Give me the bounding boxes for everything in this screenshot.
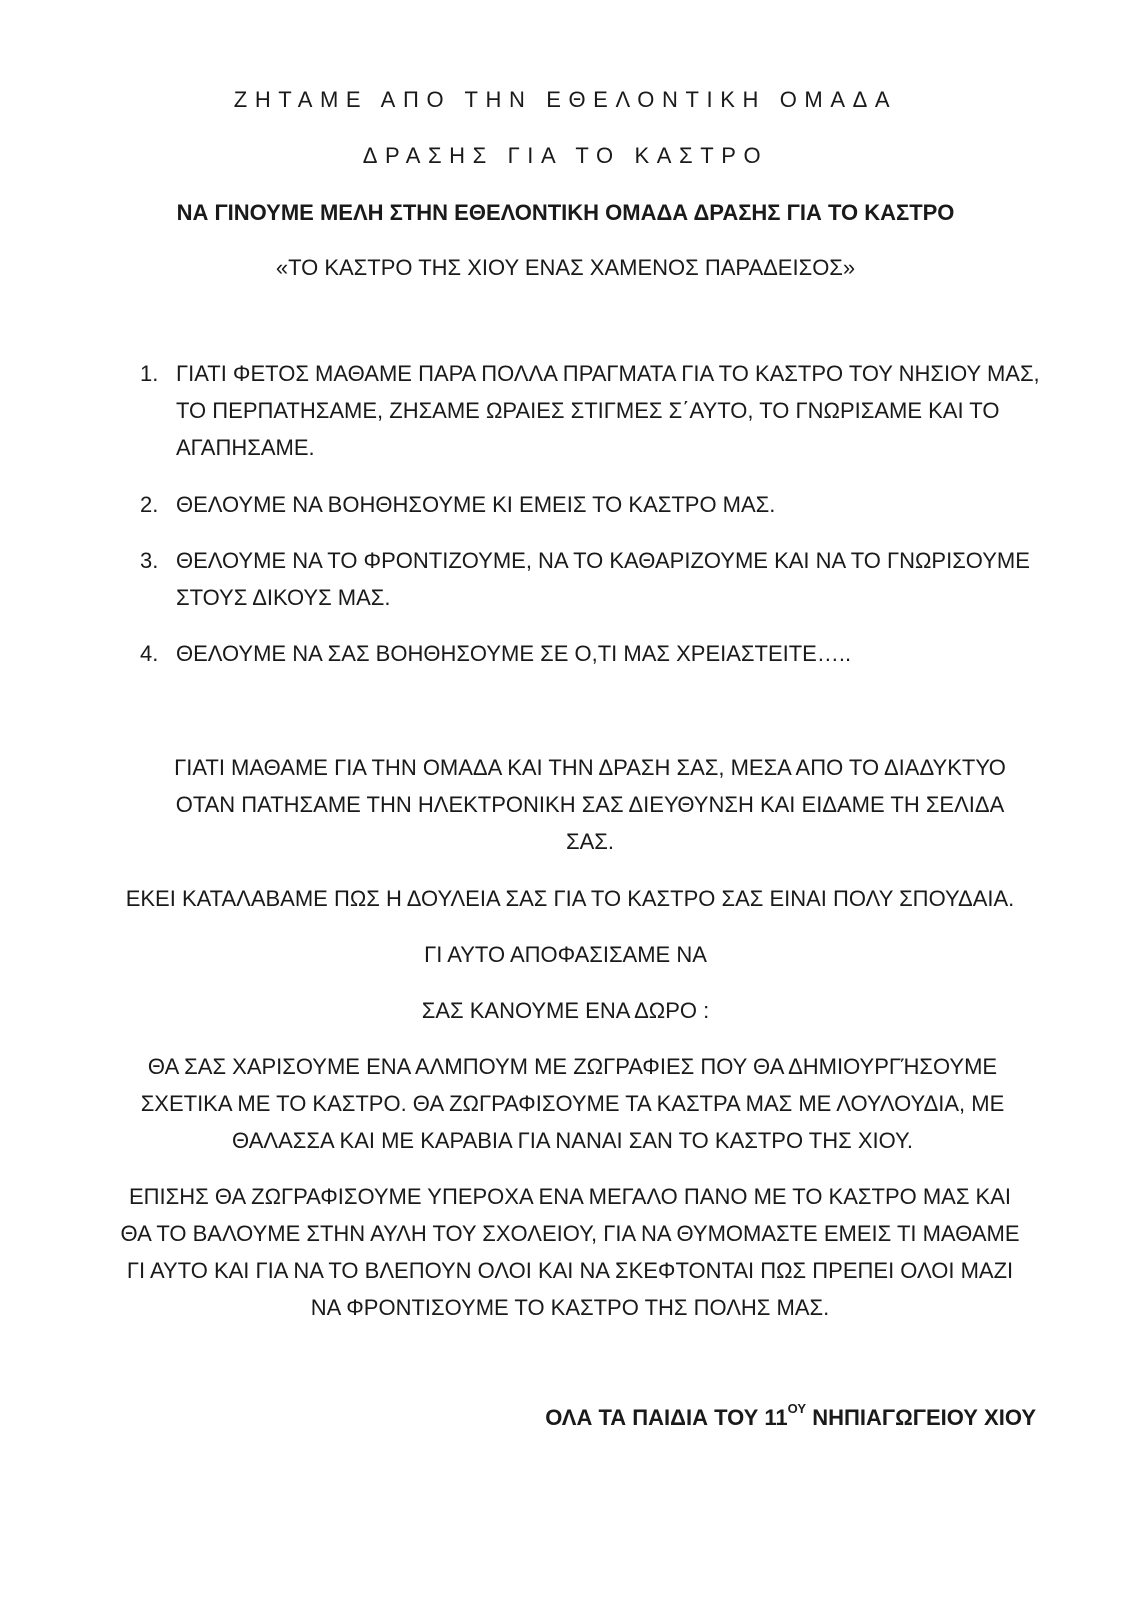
paragraph-your-work: ΕΚΕΙ ΚΑΤΑΛΑΒΑΜΕ ΠΩΣ Η ΔΟΥΛΕΙΑ ΣΑΣ ΓΙΑ ΤΟ ΚΑΣΤΡΟ ΣΑΣ ΕΙΝΑΙ ΠΟΛΥ ΣΠΟΥΔΑΙΑ.	[125, 886, 1015, 911]
list-item-number: 4.	[140, 641, 159, 666]
paragraph-banner: ΕΠΙΣΗΣ ΘΑ ΖΩΓΡΑΦΙΣΟΥΜΕ ΥΠΕΡΟΧΑ ΕΝΑ ΜΕΓΑΛΟ ΠΑΝΟ ΜΕ ΤΟ ΚΑΣΤΡΟ ΜΑΣ ΚΑΙ ΘΑ ΤΟ ΒΑΛΟΥΜΕ ΣΤΗΝ ΑΥΛΗ ΤΟΥ ΣΧΟΛΕΙΟΥ, ΓΙΑ ΝΑ ΘΥΜΟΜΑΣΤΕ ΕΜΕΙΣ ΤΙ ΜΑΘΑΜΕ ΓΙ ΑΥΤΟ ΚΑΙ ΓΙΑ ΝΑ ΤΟ ΒΛΕΠΟΥΝ ΟΛΟΙ ΚΑΙ ΝΑ ΣΚΕΦΤΟΝΤΑΙ ΠΩΣ ΠΡΕΠΕΙ ΟΛΟΙ ΜΑΖΙ ΝΑ ΦΡΟΝΤΙΣΟΥΜΕ ΤΟ ΚΑΣΤΡΟ ΤΗΣ ΠΟΛΗΣ ΜΑΣ.	[120, 1184, 1020, 1320]
heading-line-2: ΔΡΑΣΗΣ ΓΙΑ ΤΟ ΚΑΣΤΡΟ	[362, 143, 769, 168]
signature-superscript: ΟΥ	[787, 1401, 807, 1416]
quoted-subtitle: «ΤΟ ΚΑΣΤΡΟ ΤΗΣ ΧΙΟΥ ΕΝΑΣ ΧΑΜΕΝΟΣ ΠΑΡΑΔΕΙΣΟΣ»	[275, 255, 856, 280]
list-item-number: 2.	[140, 492, 159, 517]
list-item-number: 1.	[140, 361, 159, 386]
paragraph-gift: ΣΑΣ ΚΑΝΟΥΜΕ ΕΝΑ ΔΩΡΟ :	[421, 998, 710, 1023]
paragraph-how-we-learned: ΓΙΑΤΙ ΜΑΘΑΜΕ ΓΙΑ ΤΗΝ ΟΜΑΔΑ ΚΑΙ ΤΗΝ ΔΡΑΣΗ ΣΑΣ, ΜΕΣΑ ΑΠΟ ΤΟ ΔΙΑΔΥΚΤΥΟ ΟΤΑΝ ΠΑΤΗΣΑΜΕ ΤΗΝ ΗΛΕΚΤΡΟΝΙΚΗ ΣΑΣ ΔΙΕΥΘΥΝΣΗ ΚΑΙ ΕΙΔΑΜΕ ΤΗ ΣΕΛΙΔΑ ΣΑΣ.	[174, 755, 1006, 854]
list-item-text: ΘΕΛΟΥΜΕ ΝΑ ΤΟ ΦΡΟΝΤΙΖΟΥΜΕ, ΝΑ ΤΟ ΚΑΘΑΡΙΖΟΥΜΕ ΚΑΙ ΝΑ ΤΟ ΓΝΩΡΙΣΟΥΜΕ ΣΤΟΥΣ ΔΙΚΟΥΣ ΜΑΣ.	[176, 548, 1030, 610]
paragraph-album: ΘΑ ΣΑΣ ΧΑΡΙΣΟΥΜΕ ΕΝΑ ΑΛΜΠΟΥΜ ΜΕ ΖΩΓΡΑΦΙΕΣ ΠΟΥ ΘΑ ΔΗΜΙΟΥΡΓΉΣΟΥΜΕ ΣΧΕΤΙΚΑ ΜΕ ΤΟ ΚΑΣΤΡΟ. ΘΑ ΖΩΓΡΑΦΙΣΟΥΜΕ ΤΑ ΚΑΣΤΡΑ ΜΑΣ ΜΕ ΛΟΥΛΟΥΔΙΑ, ΜΕ ΘΑΛΑΣΣΑ ΚΑΙ ΜΕ ΚΑΡΑΒΙΑ ΓΙΑ ΝΑΝΑΙ ΣΑΝ ΤΟ ΚΑΣΤΡΟ ΤΗΣ ΧΙΟΥ.	[140, 1054, 1005, 1153]
signature-text-end: ΝΗΠΙΑΓΩΓΕΙΟΥ ΧΙΟΥ	[806, 1405, 1036, 1430]
signature-line	[545, 1401, 1036, 1431]
heading-line-1: ΖΗΤΑΜΕ ΑΠΟ ΤΗΝ ΕΘΕΛΟΝΤΙΚΗ ΟΜΑΔΑ	[233, 87, 898, 112]
list-item-text: ΓΙΑΤΙ ΦΕΤΟΣ ΜΑΘΑΜΕ ΠΑΡΑ ΠΟΛΛΑ ΠΡΑΓΜΑΤΑ ΓΙΑ ΤΟ ΚΑΣΤΡΟ ΤΟΥ ΝΗΣΙΟΥ ΜΑΣ, ΤΟ ΠΕΡΠΑΤΗΣΑΜΕ, ΖΗΣΑΜΕ ΩΡΑΙΕΣ ΣΤΙΓΜΕΣ Σ΄ΑΥΤΟ, ΤΟ ΓΝΩΡΙΣΑΜΕ ΚΑΙ ΤΟ ΑΓΑΠΗΣΑΜΕ.	[176, 361, 1040, 460]
bold-title: ΝΑ ΓΙΝΟΥΜΕ ΜΕΛΗ ΣΤΗΝ ΕΘΕΛΟΝΤΙΚΗ ΟΜΑΔΑ ΔΡΑΣΗΣ ΓΙΑ ΤΟ ΚΑΣΤΡΟ	[176, 200, 955, 225]
list-item-text: ΘΕΛΟΥΜΕ ΝΑ ΒΟΗΘΗΣΟΥΜΕ ΚΙ ΕΜΕΙΣ ΤΟ ΚΑΣΤΡΟ ΜΑΣ.	[176, 492, 776, 517]
signature-text-start: ΟΛΑ ΤΑ ΠΑΙΔΙΑ ΤΟΥ 11	[545, 1405, 788, 1430]
paragraph-decided: ΓΙ ΑΥΤΟ ΑΠΟΦΑΣΙΣΑΜΕ ΝΑ	[424, 942, 707, 967]
list-item-number: 3.	[140, 548, 159, 573]
list-item-text: ΘΕΛΟΥΜΕ ΝΑ ΣΑΣ ΒΟΗΘΗΣΟΥΜΕ ΣΕ Ο,ΤΙ ΜΑΣ ΧΡΕΙΑΣΤΕΙΤΕ…..	[176, 641, 852, 666]
